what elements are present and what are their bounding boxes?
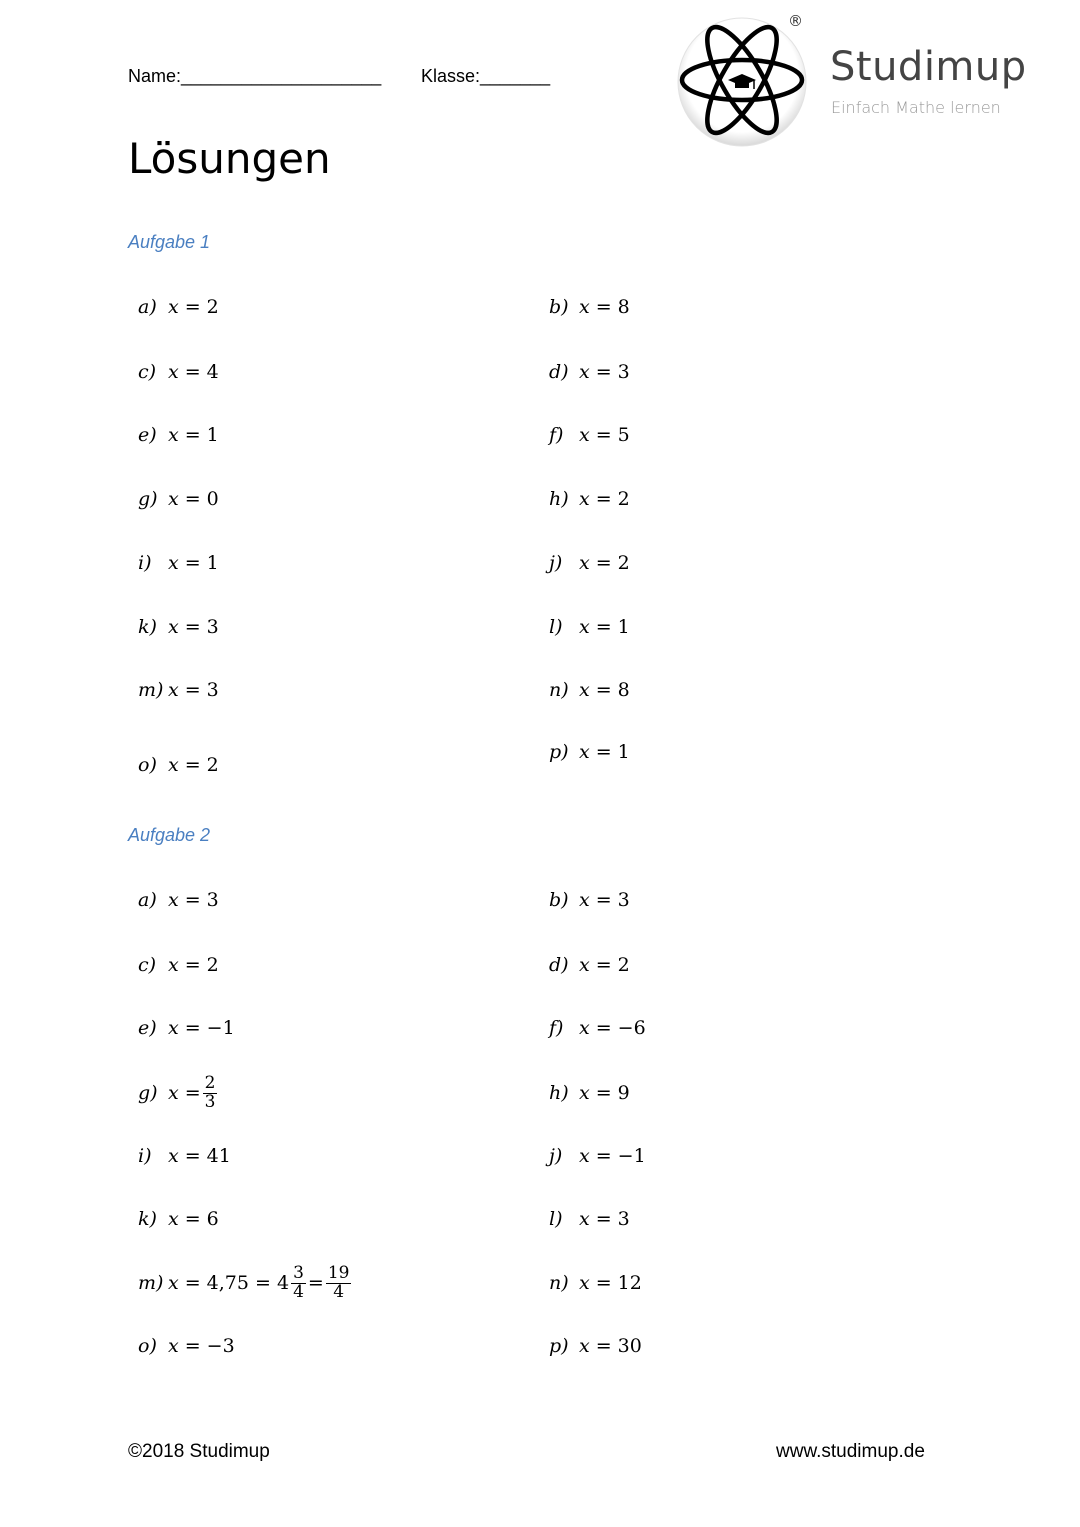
answer-value: = [184, 1082, 201, 1104]
fraction [291, 1262, 306, 1302]
answer-variable: x [168, 616, 179, 638]
answer-label: b) [549, 889, 569, 911]
answer-item [138, 1334, 235, 1358]
answer-label: c) [138, 361, 157, 383]
answer-variable: x [579, 296, 590, 318]
answer-label: b) [549, 296, 569, 318]
answer-variable: x [168, 552, 179, 574]
answer-variable: x [579, 1145, 590, 1167]
answer-value: = 1 [184, 424, 219, 446]
answer-value: = 12 [595, 1272, 642, 1294]
footer-website[interactable]: www.studimup.de [776, 1441, 925, 1462]
answer-value: = 3 [184, 889, 219, 911]
answer-label: e) [138, 1017, 157, 1039]
answer-variable: x [168, 488, 179, 510]
answer-item [138, 360, 219, 384]
answer-item [549, 888, 630, 912]
fraction-numerator: 2 [204, 1072, 216, 1093]
answer-variable: x [579, 1335, 590, 1357]
answer-label: g) [138, 1082, 158, 1104]
answer-item [138, 953, 219, 977]
answer-label: o) [138, 754, 157, 776]
class-blank: _______ [480, 66, 551, 86]
answer-variable: x [579, 741, 590, 763]
answer-value: = −1 [184, 1017, 235, 1039]
answer-item [138, 888, 219, 912]
answer-variable: x [579, 889, 590, 911]
answer-variable: x [579, 616, 590, 638]
answer-variable: x [168, 954, 179, 976]
brand-tagline: Einfach Mathe lernen [831, 98, 1001, 117]
answer-label: k) [138, 1208, 157, 1230]
section-title: Aufgabe 1 [128, 232, 211, 252]
answer-label: a) [138, 889, 157, 911]
class-field [421, 66, 550, 87]
answer-item [138, 1262, 353, 1302]
answer-variable: x [168, 1082, 179, 1104]
answer-value: = 4 [184, 361, 219, 383]
answer-label: k) [138, 616, 157, 638]
name-label: Name: [128, 66, 182, 86]
answer-value: = 41 [184, 1145, 231, 1167]
answer-label: i) [138, 1145, 152, 1167]
answer-variable: x [579, 424, 590, 446]
answer-label: n) [549, 1272, 569, 1294]
answer-variable: x [168, 361, 179, 383]
fraction [326, 1262, 352, 1302]
answer-label: l) [549, 1208, 563, 1230]
answer-label: e) [138, 424, 157, 446]
answer-variable: x [168, 1335, 179, 1357]
answer-variable: x [168, 1017, 179, 1039]
studimup-logo [674, 14, 814, 154]
answer-variable: x [168, 679, 179, 701]
answer-value: = 2 [595, 954, 630, 976]
answer-label: f) [549, 1017, 564, 1039]
answer-value: = 1 [595, 741, 630, 763]
answer-value: = 3 [595, 1208, 630, 1230]
answer-item [138, 295, 219, 319]
answer-value: = −6 [595, 1017, 646, 1039]
class-label: Klasse: [421, 66, 481, 86]
answer-label: a) [138, 296, 157, 318]
answer-label: d) [549, 954, 569, 976]
answer-item [138, 615, 219, 639]
fraction-numerator: 3 [293, 1262, 304, 1283]
answer-item [549, 678, 630, 702]
answer-item [138, 1072, 219, 1112]
answer-item [549, 487, 630, 511]
answer-label: j) [549, 552, 563, 574]
answer-label: h) [549, 1082, 569, 1104]
atom-graduation-cap-icon [674, 14, 814, 154]
answer-variable: x [579, 552, 590, 574]
answer-item [138, 1207, 219, 1231]
answer-value: = 1 [184, 552, 219, 574]
answer-value: = 30 [595, 1335, 642, 1357]
answer-label: m) [138, 1272, 164, 1294]
footer-copyright: ©2018 Studimup [128, 1441, 270, 1462]
answer-variable: x [579, 361, 590, 383]
answer-label: m) [138, 679, 164, 701]
answer-value: = 4,75 = 4 [184, 1272, 290, 1294]
fraction-denominator: 4 [333, 1281, 345, 1302]
answer-value: = 3 [184, 679, 219, 701]
fraction-denominator: 3 [204, 1091, 216, 1112]
answer-variable: x [579, 1272, 590, 1294]
answer-label: p) [549, 741, 569, 763]
answer-value: = 2 [184, 754, 219, 776]
answer-item [549, 1207, 630, 1231]
brand-name: Studimup [830, 44, 1027, 90]
answer-label: o) [138, 1335, 157, 1357]
answer-variable: x [579, 679, 590, 701]
answer-item [549, 615, 630, 639]
answer-variable: x [579, 1082, 590, 1104]
answer-item [138, 753, 219, 777]
answer-value: = 2 [595, 488, 630, 510]
answer-label: i) [138, 552, 152, 574]
answer-value: = −3 [184, 1335, 235, 1357]
section-title: Aufgabe 2 [128, 825, 211, 845]
answer-item [138, 423, 219, 447]
answer-label: d) [549, 361, 569, 383]
fraction-numerator: 19 [327, 1262, 350, 1283]
answer-variable: x [168, 296, 179, 318]
answer-variable: x [168, 1208, 179, 1230]
answer-value: = 2 [595, 552, 630, 574]
answer-value: = 6 [184, 1208, 219, 1230]
answer-value: = 0 [184, 488, 219, 510]
answer-variable: x [579, 488, 590, 510]
answer-variable: x [168, 889, 179, 911]
name-blank: ____________________ [181, 66, 382, 86]
answer-value: = 3 [184, 616, 219, 638]
answer-variable: x [168, 754, 179, 776]
answer-label: c) [138, 954, 157, 976]
answer-label: f) [549, 424, 564, 446]
answer-item [549, 1016, 646, 1040]
answer-value: = 2 [184, 954, 219, 976]
page-title: Lösungen [128, 134, 331, 183]
answer-value: = 3 [595, 361, 630, 383]
answer-value: = 2 [184, 296, 219, 318]
answer-value: = 5 [595, 424, 630, 446]
answer-variable: x [579, 954, 590, 976]
answer-label: h) [549, 488, 569, 510]
answer-label: p) [549, 1335, 569, 1357]
answer-item [138, 551, 219, 575]
answer-item [549, 1334, 642, 1358]
answer-item [138, 678, 219, 702]
answer-item [549, 1144, 646, 1168]
answer-item [549, 740, 630, 764]
answer-variable: x [579, 1017, 590, 1039]
answer-variable: x [168, 424, 179, 446]
answer-variable: x [579, 1208, 590, 1230]
answer-variable: x [168, 1272, 179, 1294]
answer-variable: x [168, 1145, 179, 1167]
equals-sign: = [307, 1272, 324, 1294]
answer-label: j) [549, 1145, 563, 1167]
answer-label: l) [549, 616, 563, 638]
answer-value: = 3 [595, 889, 630, 911]
answer-item [549, 551, 630, 575]
answer-value: = 1 [595, 616, 630, 638]
fraction-denominator: 4 [293, 1281, 304, 1302]
answer-item [549, 1081, 630, 1105]
answer-item [138, 1016, 235, 1040]
answer-item [549, 423, 630, 447]
answer-label: n) [549, 679, 569, 701]
name-field [128, 66, 381, 87]
fraction [203, 1072, 218, 1112]
answer-item [549, 360, 630, 384]
answer-value: = −1 [595, 1145, 646, 1167]
answer-label: g) [138, 488, 158, 510]
answer-item [138, 1144, 231, 1168]
answer-value: = 8 [595, 296, 630, 318]
answer-value: = 8 [595, 679, 630, 701]
answer-item [549, 1271, 642, 1295]
answer-item [549, 953, 630, 977]
answer-item [138, 487, 219, 511]
answer-value: = 9 [595, 1082, 630, 1104]
registered-mark: ® [788, 12, 803, 30]
answer-item [549, 295, 630, 319]
